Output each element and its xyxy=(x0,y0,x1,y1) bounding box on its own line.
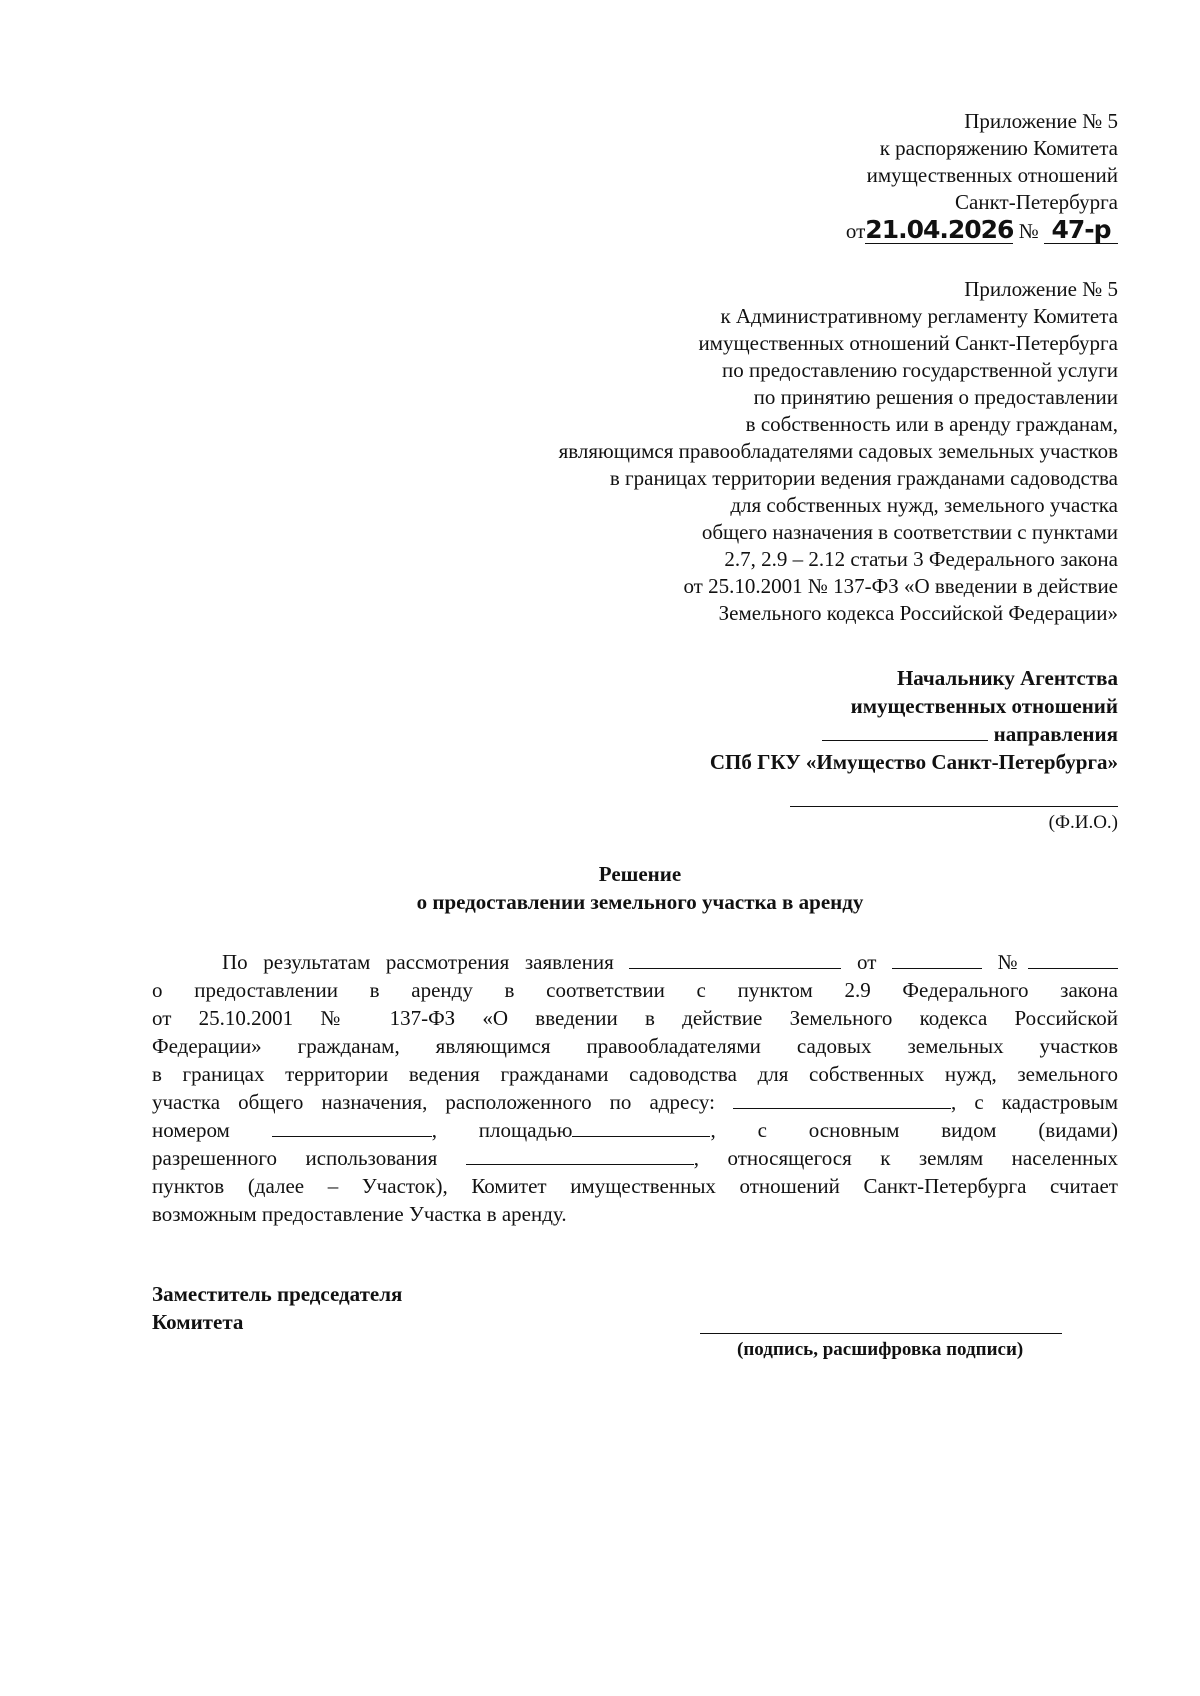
body-line: возможным предоставление Участка в аренду. xyxy=(152,1202,567,1226)
date-prefix: от xyxy=(845,219,866,243)
regulation-appendix-line: для собственных нужд, земельного участка xyxy=(730,493,1118,517)
body-text-fragment: , с основным видом (видами) xyxy=(710,1118,1118,1142)
body-line xyxy=(152,1144,1118,1172)
regulation-appendix-line: 2.7, 2.9 – 2.12 статьи 3 Федерального закона xyxy=(724,547,1118,571)
decision-title: Решение xyxy=(598,862,682,886)
handwritten-date: 21.04.2026 xyxy=(865,215,1014,244)
body-text-fragment: от xyxy=(856,950,877,974)
cadastral-number-blank xyxy=(272,1116,432,1137)
permitted-use-group xyxy=(466,1146,1118,1170)
fio-caption: (Ф.И.О.) xyxy=(1048,812,1118,833)
body-text-fragment: , относящегося к землям населенных xyxy=(693,1146,1119,1170)
direction-blank xyxy=(822,720,988,741)
body-text-fragment: участка общего назначения, расположенного по адресу: xyxy=(152,1090,715,1114)
regulation-appendix-line: общего назначения в соответствии с пунктами xyxy=(701,520,1118,544)
order-appendix-line: к распоряжению Комитета xyxy=(879,136,1118,160)
regulation-appendix-line: имущественных отношений Санкт-Петербурга xyxy=(698,331,1118,355)
signature-caption: (подпись, расшифровка подписи) xyxy=(737,1339,1024,1360)
body-line xyxy=(152,1088,1118,1116)
addressee-direction-line xyxy=(710,720,1118,748)
body-line: о предоставлении в аренду в соответствии с пунктом 2.9 Федерального закона xyxy=(152,978,1118,1002)
regulation-appendix-line: в границах территории ведения гражданами садоводства xyxy=(609,466,1118,490)
signatory-organization: Комитета xyxy=(152,1310,244,1334)
regulation-appendix-line: от 25.10.2001 № 137-ФЗ «О введении в действие xyxy=(683,574,1118,598)
number-group xyxy=(998,950,1118,974)
order-date-number-line xyxy=(846,216,1118,245)
number-blank xyxy=(1028,948,1118,969)
body-text-fragment: разрешенного использования xyxy=(152,1146,438,1170)
regulation-appendix-line: к Административному регламенту Комитета xyxy=(720,304,1118,328)
regulation-appendix-header xyxy=(559,276,1118,627)
addressee-line: Начальнику Агентства xyxy=(896,666,1118,690)
permitted-use-blank xyxy=(466,1144,694,1165)
regulation-appendix-line: являющимся правообладателями садовых земельных участков xyxy=(558,439,1118,463)
body-text-fragment: По результатам рассмотрения заявления xyxy=(222,950,614,974)
signature-blank-line xyxy=(700,1333,1062,1334)
body-text-fragment: , с кадастровым xyxy=(951,1090,1119,1114)
body-line: от 25.10.2001 № 137-ФЗ «О введении в действие Земельного кодекса Российской xyxy=(152,1006,1118,1030)
decision-body xyxy=(152,948,1118,1228)
regulation-appendix-line: по принятию решения о предоставлении xyxy=(753,385,1118,409)
body-text-fragment: , площадью xyxy=(431,1118,573,1142)
body-line: в границах территории ведения гражданами садоводства для собственных нужд, земельного xyxy=(152,1062,1118,1086)
cadastral-group xyxy=(272,1118,1118,1142)
direction-label: направления xyxy=(993,722,1118,746)
date-blank xyxy=(892,948,982,969)
address-group xyxy=(733,1090,1118,1114)
order-appendix-line: Санкт-Петербурга xyxy=(955,190,1118,214)
addressee-line: СПб ГКУ «Имущество Санкт-Петербурга» xyxy=(709,750,1118,774)
order-appendix-line: имущественных отношений xyxy=(866,163,1118,187)
address-blank xyxy=(733,1088,951,1109)
order-appendix-line: Приложение № 5 xyxy=(964,109,1118,133)
application-blank xyxy=(629,948,841,969)
addressee-line: имущественных отношений xyxy=(850,694,1118,718)
body-text-fragment: номером xyxy=(152,1118,230,1142)
area-blank xyxy=(572,1116,710,1137)
body-line xyxy=(152,948,1118,976)
signatory-block xyxy=(152,1280,402,1336)
regulation-appendix-line: Земельного кодекса Российской Федерации» xyxy=(718,601,1118,625)
signatory-position: Заместитель председателя xyxy=(152,1282,403,1306)
regulation-appendix-line: по предоставлению государственной услуги xyxy=(722,358,1118,382)
order-appendix-header xyxy=(846,108,1118,245)
regulation-appendix-line: в собственность или в аренду гражданам, xyxy=(745,412,1118,436)
decision-subtitle: о предоставлении земельного участка в аренду xyxy=(416,890,864,914)
body-line: Федерации» гражданам, являющимся правообладателями садовых земельных участков xyxy=(152,1034,1118,1058)
body-text-fragment: № xyxy=(997,950,1029,974)
addressee-block xyxy=(710,664,1118,776)
body-line xyxy=(152,1116,1118,1144)
number-prefix: № xyxy=(1018,219,1039,243)
fio-blank-line xyxy=(790,806,1118,807)
body-line: пунктов (далее – Участок), Комитет имущественных отношений Санкт-Петербурга считает xyxy=(152,1174,1118,1198)
handwritten-order-number: 47-р xyxy=(1044,216,1118,244)
regulation-appendix-line: Приложение № 5 xyxy=(964,277,1118,301)
